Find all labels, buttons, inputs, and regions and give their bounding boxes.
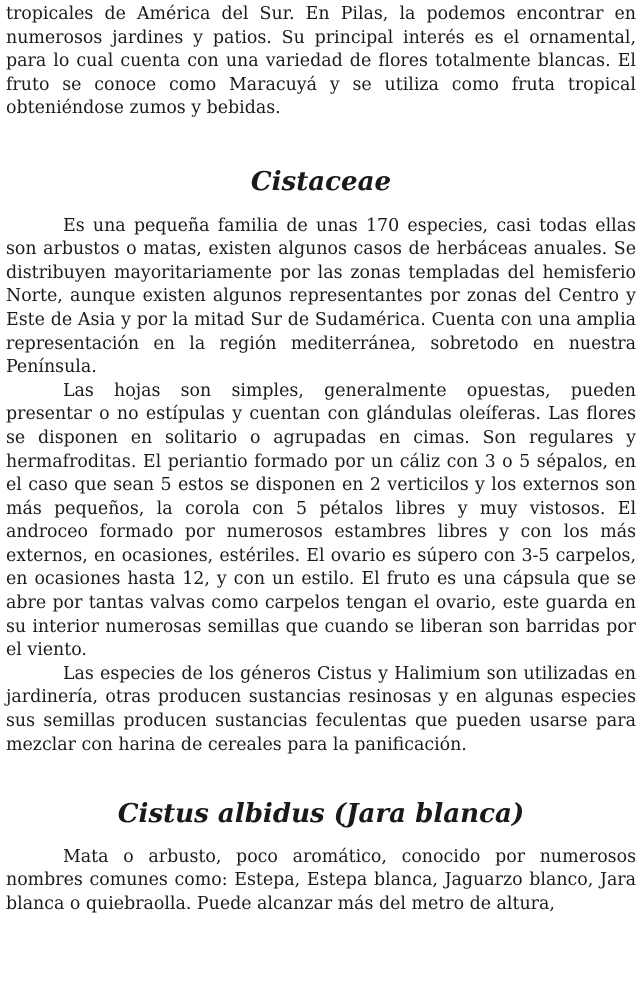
section-heading-cistaceae: Cistaceae [250,166,392,197]
section-heading-cistus-albidus: Cistus albidus (Jara blanca) [117,799,525,830]
cistus-albidus-paragraph-1: Mata o arbusto, poco aromático, conocido por numerosos nombres comunes como: Estepa, Estepa blanca, Jaguarzo blanco, Jara blanca o quiebraolla. Puede alcanzar más del metro de altura, [6,846,636,914]
cistaceae-paragraph-2: Las hojas son simples, generalmente opuestas, pueden presentar o no estípulas y cuentan con glándulas oleíferas. Las flores se disponen en solitario o agrupadas en cimas. Son regulares y hermafroditas. El periantio formado por un cáliz con 3 o 5 sépalos, en el caso que sean 5 estos se disponen en 2 verticilos y los externos son más pequeños, la corola con 5 pétalos libres y muy vistosos. El androceo formado por numerosos estambres libres y con los más externos, en ocasiones, estériles. El ovario es súpero con 3-5 carpelos, en ocasiones hasta 12, y con un estilo. El fruto es una cápsula que se abre por tantas valvas como carpelos tengan el ovario, este guarda en su interior numerosas semillas que cuando se liberan son barridas por el viento. [6,380,636,661]
cistaceae-paragraph-3: Las especies de los géneros Cistus y Halimium son utilizadas en jardinería, otras producen sustancias resinosas y en algunas especies sus semillas producen sustancias feculentas que pueden usarse para mezclar con harina de cereales para la panificación. [6,663,636,755]
document-page [6,0,636,917]
intro-paragraph: tropicales de América del Sur. En Pilas, la podemos encontrar en numerosos jardines y patios. Su principal interés es el ornamental, para lo cual cuenta con una variedad de flores totalmente blancas. El fruto se conoce como Maracuyá y se utiliza como fruta tropical obteniéndose zumos y bebidas. [6,4,636,119]
cistaceae-paragraph-1: Es una pequeña familia de unas 170 especies, casi todas ellas son arbustos o matas, existen algunos casos de herbáceas anuales. Se distribuyen mayoritariamente por las zonas templadas del hemisferio Norte, aunque existen algunos representantes por zonas del Centro y Este de Asia y por la mitad Sur de Sudamérica. Cuenta con una amplia representación en la región mediterránea, sobretodo en nuestra Península. [6,215,636,378]
